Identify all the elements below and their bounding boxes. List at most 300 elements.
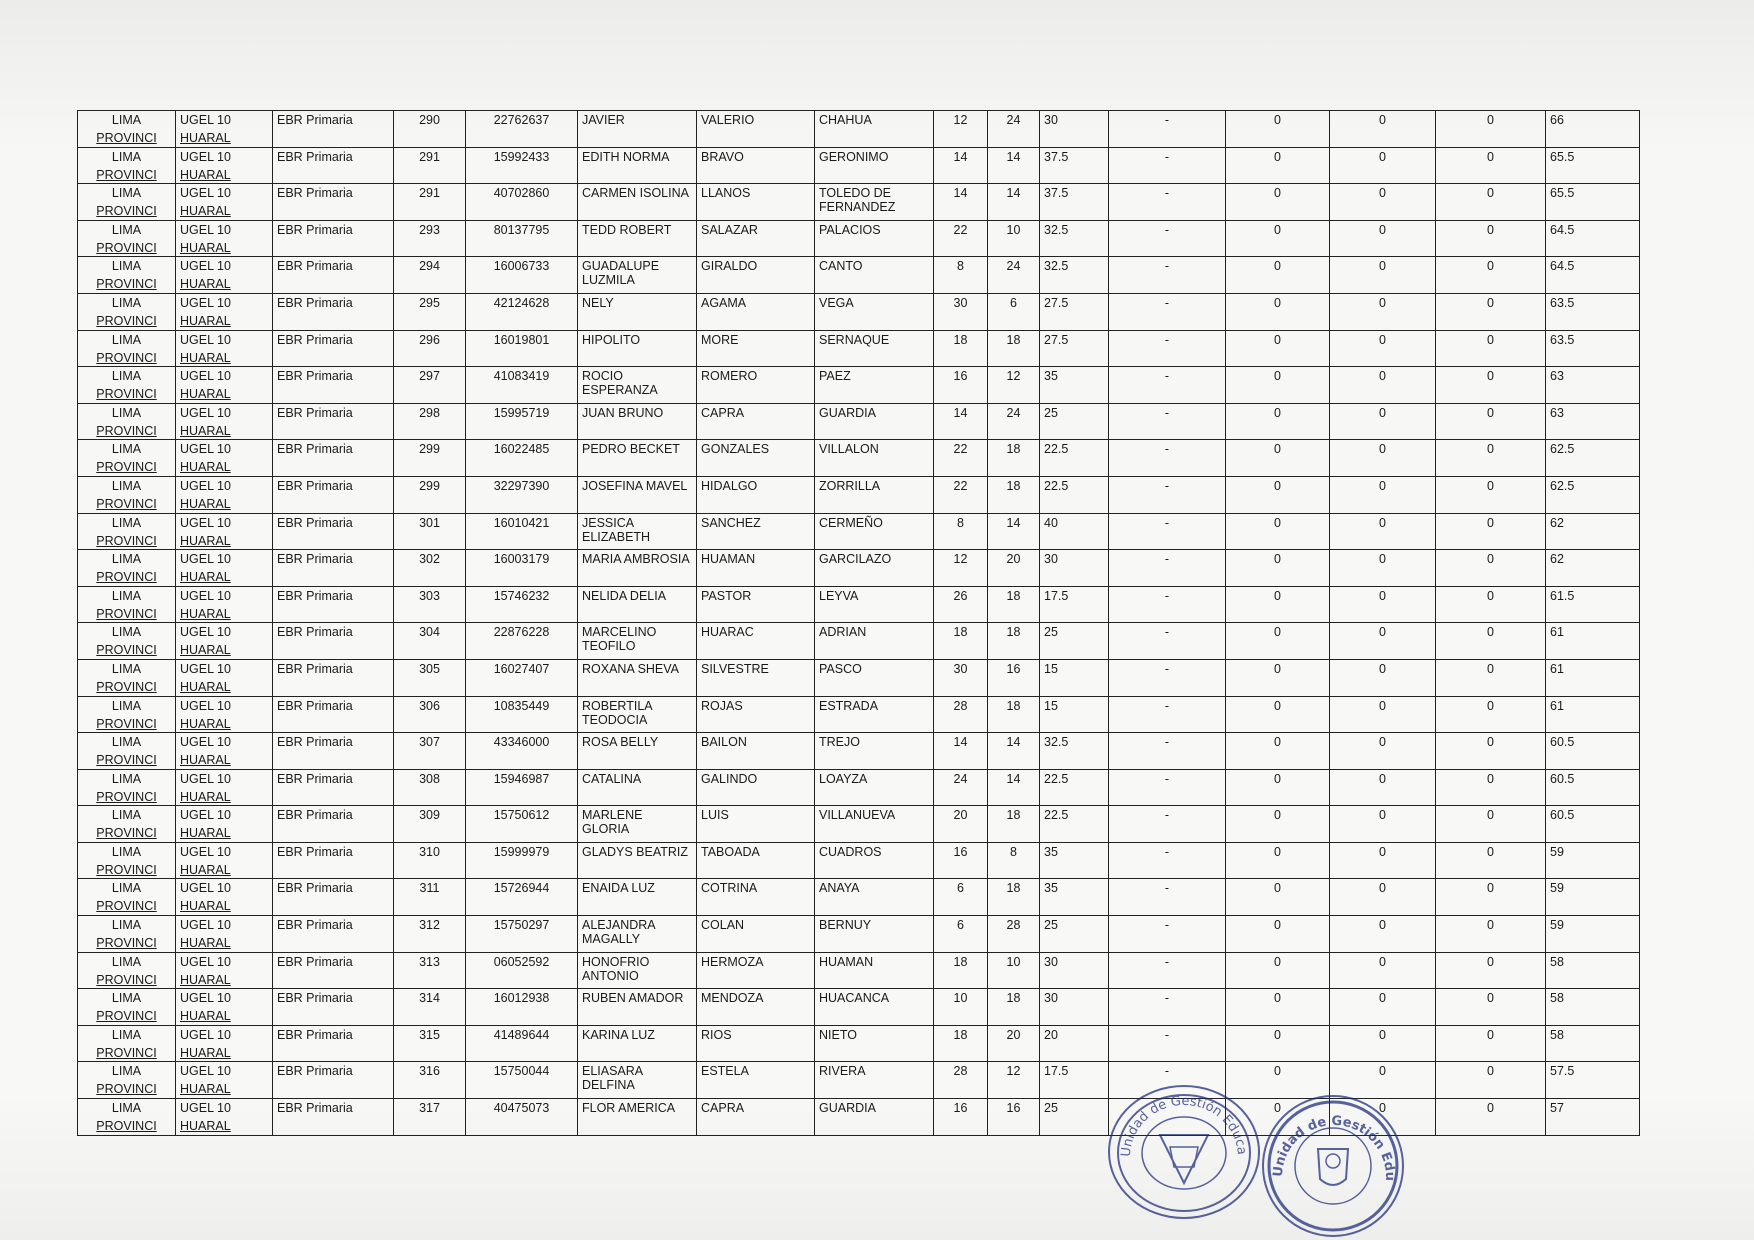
cell-nivel: EBR Primaria [273,733,394,770]
cell-nombres [578,842,697,879]
cell-total: 63 [1546,403,1640,440]
cell-provincia-line: PROVINCI [96,533,157,548]
cell-nombres [578,952,697,989]
cell-orden: 303 [394,586,466,623]
table-body [78,111,1640,1136]
table-row [78,184,1640,221]
cell-ugel-line: HUARAL [180,1009,231,1024]
cell-apellido-materno [815,733,934,770]
cell-score-1: 18 [934,330,988,367]
cell-nombres [578,769,697,806]
cell-nombres-line: ROXANA SHEVA [582,661,680,676]
cell-score-4: - [1109,111,1226,148]
cell-orden: 297 [394,367,466,404]
cell-nombres-line: ALEJANDRA [582,918,656,933]
cell-score-4: - [1109,330,1226,367]
cell-nivel: EBR Primaria [273,1025,394,1062]
cell-nombres [578,1025,697,1062]
cell-nombres [578,184,697,221]
cell-score-2: 14 [988,513,1040,550]
table-row [78,1025,1640,1062]
cell-nombres-line: ENAIDA LUZ [582,881,655,896]
cell-ugel [176,1025,273,1062]
cell-provincia-line: LIMA [111,478,142,493]
cell-score-5: 0 [1226,769,1330,806]
cell-provincia-line: PROVINCI [96,350,157,365]
cell-score-2: 12 [988,367,1040,404]
cell-apellido-paterno: BRAVO [697,147,815,184]
cell-score-4: - [1109,989,1226,1026]
cell-dni: 16027407 [466,659,578,696]
cell-provincia-line: PROVINCI [96,753,157,768]
cell-score-3: 32.5 [1040,257,1109,294]
cell-total: 59 [1546,842,1640,879]
cell-score-2: 14 [988,184,1040,221]
cell-score-7: 0 [1436,1025,1546,1062]
cell-orden: 306 [394,696,466,733]
cell-score-1: 10 [934,989,988,1026]
cell-score-7: 0 [1436,623,1546,660]
cell-apellido-materno [815,513,934,550]
cell-provincia-line: LIMA [111,113,142,127]
cell-score-5: 0 [1226,550,1330,587]
cell-nombres [578,293,697,330]
table-row [78,220,1640,257]
cell-score-3: 25 [1040,916,1109,953]
cell-score-1: 14 [934,733,988,770]
cell-apellido-materno [815,952,934,989]
cell-total: 65.5 [1546,184,1640,221]
cell-apellido-paterno: CAPRA [697,403,815,440]
cell-ugel [176,989,273,1026]
cell-nivel: EBR Primaria [273,842,394,879]
cell-orden: 301 [394,513,466,550]
cell-score-6: 0 [1330,806,1436,843]
cell-apellido-materno-line: HUACANCA [819,991,890,1006]
cell-nivel: EBR Primaria [273,769,394,806]
cell-ugel-line: UGEL 10 [180,661,231,676]
cell-provincia-line: LIMA [111,918,142,933]
cell-nivel: EBR Primaria [273,293,394,330]
cell-orden: 298 [394,403,466,440]
cell-provincia [78,623,176,660]
cell-ugel-line: HUARAL [180,313,231,328]
cell-apellido-materno [815,659,934,696]
cell-score-1: 24 [934,769,988,806]
cell-ugel-line: UGEL 10 [180,113,231,127]
cell-apellido-materno-line: FERNANDEZ [819,200,896,215]
cell-score-7: 0 [1436,184,1546,221]
cell-nombres-line: JUAN BRUNO [582,405,664,420]
cell-score-1: 18 [934,1025,988,1062]
cell-provincia-line: LIMA [111,222,142,237]
cell-ugel-line: HUARAL [180,387,231,402]
cell-apellido-materno [815,586,934,623]
cell-score-4: - [1109,659,1226,696]
cell-nivel: EBR Primaria [273,1099,394,1136]
cell-apellido-paterno: MORE [697,330,815,367]
cell-score-3: 30 [1040,989,1109,1026]
cell-score-2: 14 [988,147,1040,184]
cell-provincia [78,440,176,477]
cell-score-4: - [1109,257,1226,294]
cell-ugel-line: UGEL 10 [180,405,231,420]
cell-provincia [78,586,176,623]
cell-score-3: 35 [1040,367,1109,404]
cell-score-1: 6 [934,916,988,953]
cell-score-2: 6 [988,293,1040,330]
table-row [78,916,1640,953]
cell-total: 61 [1546,659,1640,696]
cell-score-2: 18 [988,476,1040,513]
cell-dni: 15746232 [466,586,578,623]
cell-provincia-line: LIMA [111,954,142,969]
cell-provincia-line: LIMA [111,771,142,786]
table-row [78,403,1640,440]
cell-total: 66 [1546,111,1640,148]
cell-score-6: 0 [1330,403,1436,440]
cell-ugel-line: UGEL 10 [180,808,231,823]
cell-provincia [78,184,176,221]
cell-nivel: EBR Primaria [273,147,394,184]
cell-provincia-line: LIMA [111,149,142,164]
cell-score-6: 0 [1330,111,1436,148]
table-row [78,147,1640,184]
cell-ugel [176,367,273,404]
cell-provincia-line: PROVINCI [96,131,157,145]
cell-score-2: 8 [988,842,1040,879]
cell-ugel-line: HUARAL [180,423,231,438]
cell-apellido-materno [815,1062,934,1099]
cell-score-3: 35 [1040,842,1109,879]
cell-ugel [176,916,273,953]
cell-score-1: 16 [934,367,988,404]
cell-nombres-line: HIPOLITO [582,332,641,347]
cell-score-4: - [1109,696,1226,733]
cell-ugel [176,147,273,184]
cell-dni: 41489644 [466,1025,578,1062]
cell-score-2: 24 [988,257,1040,294]
cell-apellido-paterno: LLANOS [697,184,815,221]
cell-apellido-materno [815,1099,934,1136]
cell-orden: 293 [394,220,466,257]
cell-ugel-line: UGEL 10 [180,259,231,274]
cell-score-7: 0 [1436,403,1546,440]
cell-ugel [176,952,273,989]
cell-apellido-materno-line: GUARDIA [819,1101,876,1116]
cell-ugel-line: UGEL 10 [180,552,231,567]
cell-provincia-line: PROVINCI [96,899,157,914]
cell-nombres-line: LUZMILA [582,273,635,288]
cell-nombres-line: TEDD ROBERT [582,222,672,237]
cell-score-1: 12 [934,550,988,587]
cell-score-4: - [1109,367,1226,404]
cell-ugel-line: HUARAL [180,277,231,292]
cell-nivel: EBR Primaria [273,952,394,989]
cell-ugel-line: UGEL 10 [180,1027,231,1042]
cell-score-3: 15 [1040,696,1109,733]
cell-apellido-materno-line: HUAMAN [819,954,874,969]
cell-ugel-line: HUARAL [180,679,231,694]
cell-total: 57.5 [1546,1062,1640,1099]
cell-apellido-materno-line: GARCILAZO [819,552,892,567]
cell-score-7: 0 [1436,440,1546,477]
cell-provincia-line: PROVINCI [96,277,157,292]
cell-provincia-line: PROVINCI [96,313,157,328]
cell-nombres-line: ANTONIO [582,968,639,983]
cell-nombres [578,696,697,733]
cell-ugel-line: HUARAL [180,131,231,145]
cell-ugel-line: HUARAL [180,936,231,951]
cell-orden: 313 [394,952,466,989]
cell-ugel [176,220,273,257]
cell-ugel-line: HUARAL [180,826,231,841]
cell-ugel-line: HUARAL [180,350,231,365]
cell-score-7: 0 [1436,916,1546,953]
cell-score-7: 0 [1436,989,1546,1026]
cell-score-4: - [1109,513,1226,550]
cell-ugel [176,440,273,477]
cell-ugel-line: HUARAL [180,862,231,877]
cell-provincia [78,111,176,148]
official-seal-icon [1110,1087,1258,1217]
cell-score-4: - [1109,733,1226,770]
cell-score-6: 0 [1330,1025,1436,1062]
cell-score-3: 32.5 [1040,220,1109,257]
table-row [78,586,1640,623]
cell-ugel-line: HUARAL [180,899,231,914]
cell-score-5: 0 [1226,476,1330,513]
cell-score-5: 0 [1226,659,1330,696]
cell-apellido-materno-line: BERNUY [819,918,872,933]
cell-score-1: 14 [934,403,988,440]
cell-provincia [78,696,176,733]
cell-ugel [176,623,273,660]
cell-score-7: 0 [1436,330,1546,367]
cell-dni: 22762637 [466,111,578,148]
cell-apellido-paterno: GALINDO [697,769,815,806]
cell-apellido-materno [815,147,934,184]
cell-ugel-line: HUARAL [180,606,231,621]
cell-score-4: - [1109,403,1226,440]
cell-score-3: 37.5 [1040,184,1109,221]
cell-provincia-line: PROVINCI [96,1009,157,1024]
cell-ugel [176,696,273,733]
cell-provincia-line: PROVINCI [96,679,157,694]
cell-score-4: - [1109,147,1226,184]
cell-provincia-line: LIMA [111,808,142,823]
table-row [78,879,1640,916]
cell-score-1: 16 [934,1099,988,1136]
cell-score-7: 0 [1436,1062,1546,1099]
cell-ugel [176,586,273,623]
cell-ugel-line: HUARAL [180,204,231,219]
cell-apellido-paterno: COLAN [697,916,815,953]
cell-ugel [176,879,273,916]
cell-apellido-paterno: BAILON [697,733,815,770]
cell-nombres [578,220,697,257]
cell-apellido-materno-line: GUARDIA [819,405,876,420]
cell-total: 62.5 [1546,440,1640,477]
cell-score-4: - [1109,916,1226,953]
cell-total: 59 [1546,916,1640,953]
cell-dni: 15726944 [466,879,578,916]
cell-score-6: 0 [1330,842,1436,879]
cell-apellido-materno-line: PASCO [819,661,862,676]
cell-ugel-line: UGEL 10 [180,186,231,201]
cell-score-7: 0 [1436,842,1546,879]
cell-apellido-materno-line: LOAYZA [819,771,868,786]
cell-nombres [578,257,697,294]
cell-total: 59 [1546,879,1640,916]
cell-provincia [78,1099,176,1136]
cell-score-7: 0 [1436,111,1546,148]
official-seal-icon [1264,1097,1402,1235]
cell-dni: 15750044 [466,1062,578,1099]
cell-orden: 305 [394,659,466,696]
cell-nivel: EBR Primaria [273,1062,394,1099]
cell-provincia-line: LIMA [111,442,142,457]
cell-score-3: 15 [1040,659,1109,696]
cell-orden: 311 [394,879,466,916]
cell-nivel: EBR Primaria [273,550,394,587]
cell-nivel: EBR Primaria [273,806,394,843]
cell-nombres [578,440,697,477]
cell-nivel: EBR Primaria [273,440,394,477]
cell-score-6: 0 [1330,184,1436,221]
cell-orden: 294 [394,257,466,294]
cell-score-2: 20 [988,1025,1040,1062]
cell-total: 63.5 [1546,330,1640,367]
cell-score-1: 30 [934,293,988,330]
table-row [78,806,1640,843]
cell-score-3: 17.5 [1040,586,1109,623]
cell-score-4: - [1109,586,1226,623]
cell-nombres-line: JOSEFINA MAVEL [582,478,688,493]
cell-score-3: 27.5 [1040,293,1109,330]
cell-apellido-paterno: HIDALGO [697,476,815,513]
cell-apellido-materno-line: LEYVA [819,588,859,603]
cell-score-2: 18 [988,879,1040,916]
seal-text: Unidad de Gestión Educa [1118,1093,1250,1158]
cell-score-7: 0 [1436,733,1546,770]
cell-score-1: 18 [934,623,988,660]
cell-total: 60.5 [1546,769,1640,806]
cell-score-1: 8 [934,513,988,550]
cell-score-5: 0 [1226,440,1330,477]
cell-provincia [78,257,176,294]
cell-orden: 310 [394,842,466,879]
cell-nombres-line: RUBEN AMADOR [582,991,684,1006]
cell-provincia-line: PROVINCI [96,167,157,182]
cell-ugel-line: UGEL 10 [180,332,231,347]
cell-apellido-materno-line: TREJO [819,735,860,750]
table-row [78,1062,1640,1099]
cell-apellido-materno [815,550,934,587]
cell-score-7: 0 [1436,879,1546,916]
cell-dni: 80137795 [466,220,578,257]
table-row [78,550,1640,587]
cell-nombres-line: GLADYS BEATRIZ [582,844,689,859]
cell-score-1: 14 [934,184,988,221]
table-row [78,476,1640,513]
cell-total: 58 [1546,952,1640,989]
cell-ugel-line: UGEL 10 [180,1064,231,1079]
cell-ugel-line: UGEL 10 [180,222,231,237]
cell-nombres-line: MARIA AMBROSIA [582,552,690,567]
cell-score-6: 0 [1330,440,1436,477]
cell-ugel [176,806,273,843]
cell-score-6: 0 [1330,476,1436,513]
cell-nombres [578,513,697,550]
cell-score-4: - [1109,1025,1226,1062]
cell-provincia-line: LIMA [111,515,142,530]
cell-apellido-paterno: GONZALES [697,440,815,477]
cell-ugel-line: UGEL 10 [180,918,231,933]
table-row [78,330,1640,367]
cell-score-7: 0 [1436,147,1546,184]
cell-nombres-line: TEOFILO [582,639,636,654]
cell-provincia [78,476,176,513]
cell-nombres-line: TEODOCIA [582,712,648,727]
cell-score-6: 0 [1330,513,1436,550]
cell-provincia [78,916,176,953]
cell-apellido-paterno: PASTOR [697,586,815,623]
cell-ugel [176,476,273,513]
cell-nivel: EBR Primaria [273,184,394,221]
cell-score-5: 0 [1226,696,1330,733]
cell-score-2: 28 [988,916,1040,953]
cell-ugel-line: UGEL 10 [180,295,231,310]
cell-score-6: 0 [1330,293,1436,330]
cell-ugel [176,184,273,221]
cell-provincia-line: PROVINCI [96,1082,157,1097]
cell-score-5: 0 [1226,733,1330,770]
cell-nombres [578,659,697,696]
cell-orden: 309 [394,806,466,843]
cell-score-1: 30 [934,659,988,696]
cell-score-6: 0 [1330,696,1436,733]
cell-nombres [578,623,697,660]
cell-apellido-materno-line: ANAYA [819,881,860,896]
cell-score-6: 0 [1330,257,1436,294]
table-row [78,293,1640,330]
cell-score-5: 0 [1226,989,1330,1026]
cell-score-7: 0 [1436,476,1546,513]
cell-dni: 16022485 [466,440,578,477]
cell-provincia-line: PROVINCI [96,643,157,658]
cell-score-6: 0 [1330,989,1436,1026]
cell-score-3: 37.5 [1040,147,1109,184]
cell-nivel: EBR Primaria [273,257,394,294]
cell-provincia [78,659,176,696]
cell-provincia-line: PROVINCI [96,240,157,255]
cell-apellido-paterno: ROJAS [697,696,815,733]
cell-provincia-line: PROVINCI [96,972,157,987]
cell-ugel-line: UGEL 10 [180,625,231,640]
cell-ugel-line: UGEL 10 [180,149,231,164]
cell-provincia-line: PROVINCI [96,570,157,585]
cell-ugel-line: HUARAL [180,496,231,511]
cell-nivel: EBR Primaria [273,623,394,660]
cell-provincia-line: LIMA [111,186,142,201]
cell-score-2: 12 [988,1062,1040,1099]
cell-provincia [78,879,176,916]
cell-dni: 41083419 [466,367,578,404]
cell-apellido-materno [815,330,934,367]
cell-nombres [578,916,697,953]
cell-total: 63 [1546,367,1640,404]
